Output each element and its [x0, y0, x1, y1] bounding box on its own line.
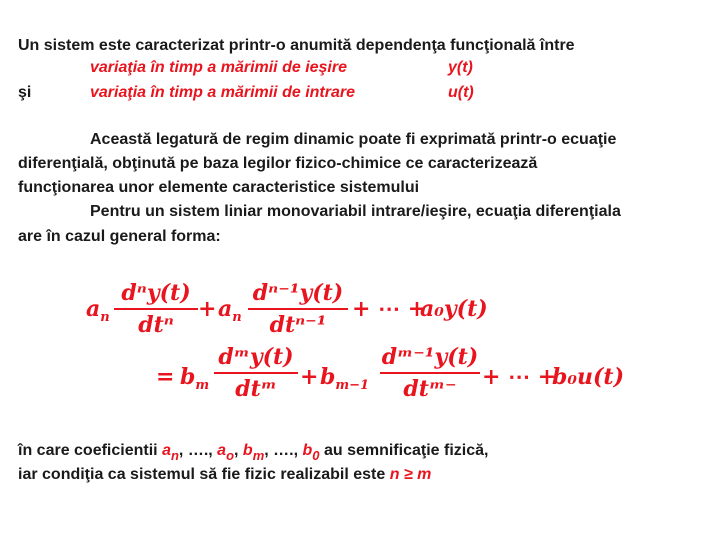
term4-denominator: dtᵐ — [235, 376, 277, 402]
coef-an: $a_n$ — [86, 296, 110, 325]
equals-sign: = — [156, 364, 175, 390]
paragraph1-line-2: diferenţială, obţinută pe baza legilor fizico-chimice ce caracterizează — [18, 155, 538, 172]
coef-an-2: $a_n$ — [218, 296, 242, 325]
fraction-term-2 — [248, 280, 348, 338]
realizability-condition: n ≥ m — [389, 466, 432, 483]
intro-line-1: Un sistem este caracterizat printr-o anumită dependenţa funcţională între — [18, 37, 575, 54]
term2-numerator: dⁿ⁻¹y(t) — [252, 280, 344, 306]
term5-numerator: dᵐ⁻¹y(t) — [381, 344, 479, 370]
footer-line-1: în care coeficientii $a_n$, …., $a_o$, $b_m$, …., $b_0$ au semnificaţie fizică, — [18, 442, 489, 463]
footer-line-2: iar condiţia ca sistemul să fie fizic realizabil este n ≥ m — [18, 466, 432, 483]
fraction-term-1 — [114, 280, 198, 338]
output-label: variaţia în timp a mărimii de ieşire — [90, 59, 347, 76]
paragraph2-line-2: are în cazul general forma: — [18, 228, 221, 245]
paragraph1-line-3: funcţionarea unor elemente caracteristice sistemului — [18, 179, 420, 196]
paragraph2-line-1: Pentru un sistem liniar monovariabil intrare/ieşire, ecuaţia diferenţiala — [90, 203, 621, 220]
coef-bm-1: $b_{m-1}$ — [320, 364, 370, 393]
input-symbol: u(t) — [448, 84, 474, 101]
input-label: variaţia în timp a mărimii de intrare — [90, 84, 355, 101]
fraction-term-4 — [214, 344, 298, 402]
term1-denominator: dtⁿ — [138, 312, 174, 338]
and-word: şi — [18, 84, 32, 101]
term5-denominator: dtᵐ⁻ — [403, 376, 457, 402]
plus-dots-2: + ⋯ + — [482, 364, 557, 390]
term3: a₀y(t) — [420, 296, 488, 322]
term1-numerator: dⁿy(t) — [121, 280, 191, 306]
plus-dots-1: + ⋯ + — [352, 296, 427, 322]
term4-numerator: dᵐy(t) — [218, 344, 294, 370]
fraction-term-5 — [380, 344, 480, 402]
coef-bm: $b_m$ — [180, 364, 210, 393]
term6: b₀u(t) — [552, 364, 624, 390]
term2-denominator: dtⁿ⁻¹ — [269, 312, 327, 338]
output-symbol: y(t) — [448, 59, 473, 76]
paragraph1-line-1: Această legatură de regim dinamic poate fi exprimată printr-o ecuaţie — [90, 131, 617, 148]
